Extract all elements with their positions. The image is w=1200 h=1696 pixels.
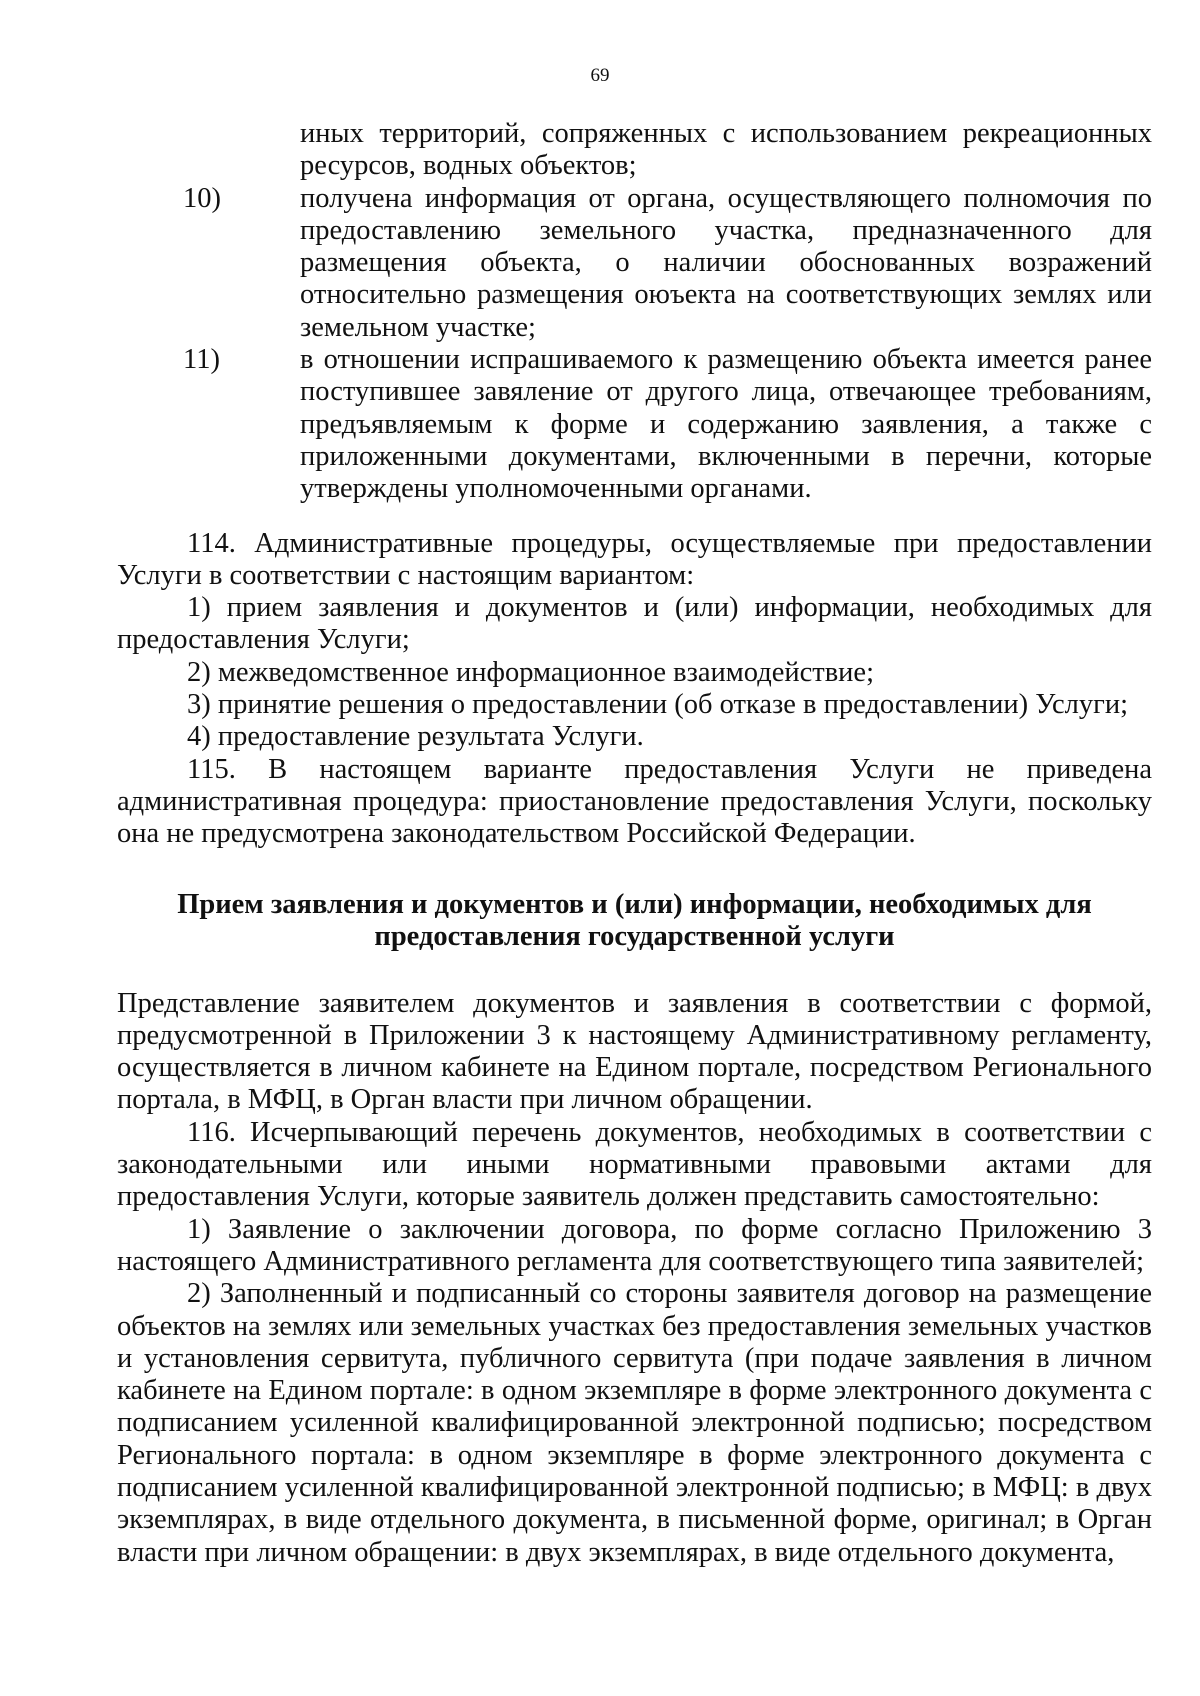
document-item-2: 2) Заполненный и подписанный со стороны заявителя договор на размещение объектов на землях или земельных участках без предоставления земельных участков и установления сервитута, публичного сервитута (при подаче заявления в личном кабинете на Едином портале: в одном экземпляре в форме электронного документа с подписанием усиленной квалифицированной электронной подписью; посредством Регионального портала: в одном экземпляре в форме электронного документа с подписанием усиленной квалифицированной электронной подписью; в МФЦ: в двух экземплярах, в виде отдельного документа, в письменной форме, оригинал; в Орган власти при личном обращении: в двух экземплярах, в виде отдельного документа,	[117, 1278, 1152, 1568]
list-item-10	[117, 183, 1152, 344]
list-item-text: в отношении испрашиваемого к размещению объекта имеется ранее поступившее завяление от другого лица, отвечающее требованиям, предъявляемым к форме и содержанию заявления, а также с приложенными документами, включенными в перечни, которые утверждены уполномоченными органами.	[300, 344, 1152, 505]
spacer	[117, 506, 1152, 528]
page-number: 69	[590, 65, 610, 86]
procedure-item-4: 4) предоставление результата Услуги.	[187, 721, 644, 753]
document-item-1: 1) Заявление о заключении договора, по форме согласно Приложению 3 настоящего Административного регламента для соответствующего типа заявителей;	[117, 1213, 1152, 1277]
paragraph-115: 115. В настоящем варианте предоставления Услуги не приведена административная процедура: приостановление предоставления Услуги, поскольку она не предусмотрена законодательством Российской Федерации.	[117, 753, 1152, 850]
section-heading-line-1: Прием заявления и документов и (или) информации, необходимых для	[177, 888, 1092, 920]
intro-paragraph: Представление заявителем документов и заявления в соответствии с формой, предусмотренной в Приложении 3 к настоящему Административному регламенту, осуществляется в личном кабинете на Едином портале, посредством Регионального портала, в МФЦ, в Орган власти при личном обращении.	[117, 987, 1152, 1116]
list-item-11	[117, 344, 1152, 505]
list-item-number: 10)	[183, 182, 221, 214]
paragraph-114: 114. Административные процедуры, осуществляемые при предоставлении Услуги в соответствии с настоящим вариантом:	[117, 527, 1152, 591]
procedure-item-1: 1) прием заявления и документов и (или) информации, необходимых для предоставления Услуги;	[117, 592, 1152, 656]
list-item-text: получена информация от органа, осуществляющего полномочия по предоставлению земельного участка, предназначенного для размещения объекта, о наличии обоснованных возражений относительно размещения оюъекта на соответствующих землях или земельном участке;	[300, 182, 1152, 343]
paragraph-116: 116. Исчерпывающий перечень документов, необходимых в соответствии с законодательными или иными нормативными правовыми актами для предоставления Услуги, которые заявитель должен представить самостоятельно:	[117, 1116, 1152, 1213]
document-body	[117, 118, 1152, 1569]
procedure-item-2: 2) межведомственное информационное взаимодействие;	[187, 656, 874, 688]
section-heading-line-2: предоставления государственной услуги	[374, 920, 895, 952]
list-continuation: иных территорий, сопряженных с использованием рекреационных ресурсов, водных объектов;	[300, 118, 1152, 182]
list-item-number: 11)	[183, 344, 220, 376]
section-heading	[117, 889, 1152, 953]
procedure-item-3: 3) принятие решения о предоставлении (об отказе в предоставлении) Услуги;	[187, 689, 1129, 721]
